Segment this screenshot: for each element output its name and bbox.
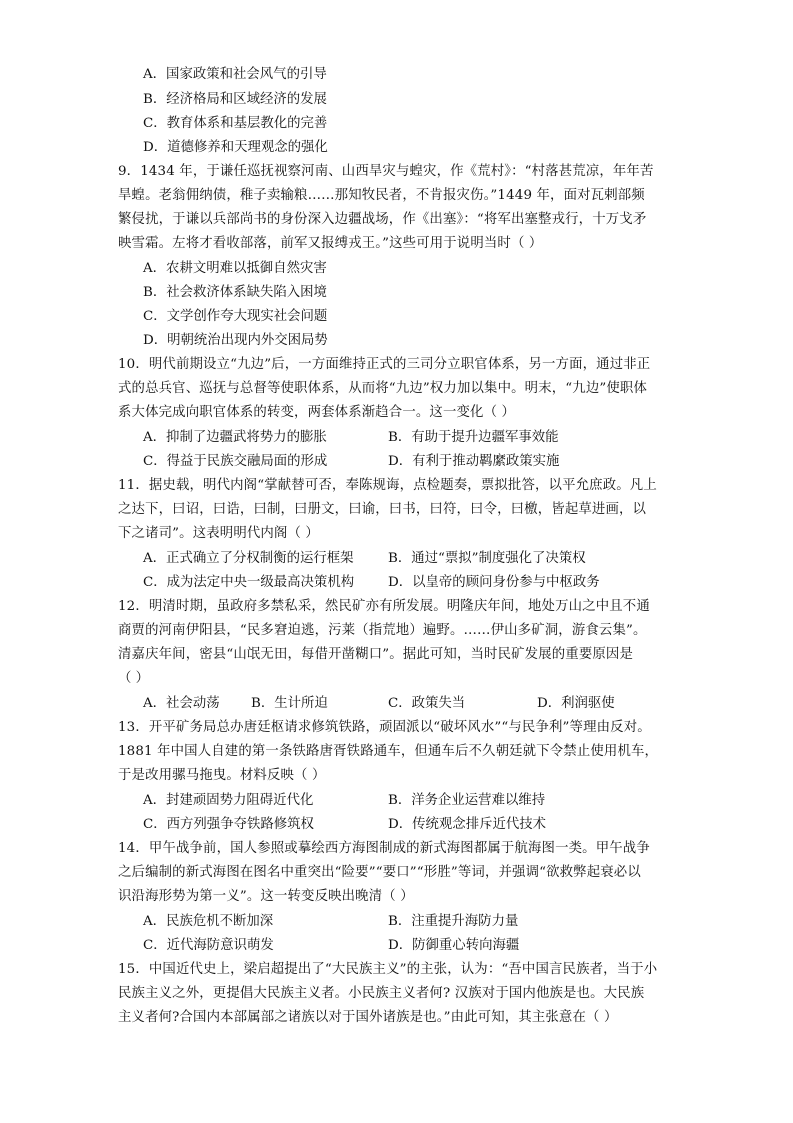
q14-option-d[interactable]: D．防御重心转向海疆 [388, 938, 520, 953]
q14-option-a[interactable]: A．民族危机不断加深 [143, 914, 274, 929]
q10-stem-line-1: 10．明代前期设立“九边”后，一方面维持正式的三司分立职官体系，另一方面，通过非正 [118, 357, 651, 372]
q10-stem-line-2: 式的总兵官、巡抚与总督等使职体系，从而将“九边”权力加以集中。明末，“九边”使职体 [118, 381, 647, 396]
q13-option-c[interactable]: C．西方列强争夺铁路修筑权 [143, 817, 314, 832]
q12-option-a[interactable]: A．社会动荡 [143, 696, 220, 711]
q14-stem-line-3: 识沿海形势为第一义”。这一转变反映出晚清（ ） [118, 889, 414, 904]
q12-stem-line-3: 清嘉庆年间，密县“山氓无田，每借开凿糊口”。据此可知，当时民矿发展的重要原因是 [118, 647, 633, 662]
q9-option-b[interactable]: B．社会救济体系缺失陷入困境 [143, 285, 327, 300]
q15-stem-line-3: 主义者何?合国内本部属部之诸族以对于国外诸族是也。”由此可知，其主张意在（ ） [118, 1010, 618, 1025]
q11-stem-line-1: 11．据史载，明代内阁“掌献替可否，奉陈规诲，点检题奏，票拟批答，以平允庶政。凡上 [118, 478, 657, 493]
q12-stem-line-1: 12．明清时期，虽政府多禁私采，然民矿亦有所发展。明隆庆年间，地处万山之中且不通 [118, 599, 650, 614]
q9-stem-line-2: 旱蝗。老翁佣纳债，稚子卖输粮……那知牧民者，不肯报灾伤。”1449 年，面对瓦剌部频 [118, 188, 645, 203]
q9-stem-line-4: 映雪霜。左将才看收部落，前军又报缚戎王。”这些可用于说明当时（ ） [118, 236, 543, 251]
q11-option-c[interactable]: C．成为法定中央一级最高决策机构 [143, 575, 355, 590]
q11-option-b[interactable]: B．通过“票拟”制度强化了决策权 [388, 551, 586, 566]
q8-option-c[interactable]: C．教育体系和基层教化的完善 [143, 116, 328, 131]
q11-stem-line-2: 之达下，曰诏，曰诰，曰制，曰册文，曰谕，曰书，曰符，曰令，曰檄，皆起草进画，以 [118, 502, 647, 517]
q11-option-d[interactable]: D．以皇帝的顾问身份参与中枢政务 [388, 575, 600, 590]
q14-option-b[interactable]: B．注重提升海防力量 [388, 914, 519, 929]
q12-option-c[interactable]: C．政策失当 [388, 696, 466, 711]
q13-option-a[interactable]: A．封建顽固势力阻碍近代化 [143, 793, 314, 808]
q13-stem-line-3: 于是改用骡马拖曳。材料反映（ ） [118, 768, 326, 783]
q15-stem-line-1: 15．中国近代史上，梁启超提出了“大民族主义”的主张，认为：“吾中国言民族者，当于小 [118, 962, 658, 977]
q13-option-b[interactable]: B．洋务企业运营难以维持 [388, 793, 546, 808]
q11-stem-line-3: 下之诸司”。这表明明代内阁（ ） [118, 526, 319, 541]
q14-option-c[interactable]: C．近代海防意识萌发 [143, 938, 274, 953]
q10-stem-line-3: 系大体完成向职官体系的转变，两套体系渐趋合一。这一变化（ ） [118, 405, 516, 420]
q13-stem-line-2: 1881 年中国人自建的第一条铁路唐胥铁路通车，但通车后不久朝廷就下令禁止使用机车， [118, 744, 659, 759]
q9-stem-line-1: 9．1434 年，于谦任巡抚视察河南、山西旱灾与蝗灾，作《荒村》：“村落甚荒凉，年年苦 [118, 164, 654, 179]
q8-option-b[interactable]: B．经济格局和区域经济的发展 [143, 92, 327, 107]
q14-stem-line-2: 之后编制的新式海图在图名中重突出“险要”“要口”“形胜”等词，并强调“欲救弊起衰必以 [118, 865, 641, 880]
q9-option-a[interactable]: A．农耕文明难以抵御自然灾害 [143, 261, 327, 276]
q8-option-a[interactable]: A．国家政策和社会风气的引导 [143, 67, 327, 82]
q13-option-d[interactable]: D．传统观念排斥近代技术 [388, 817, 547, 832]
q12-option-d[interactable]: D．利润驱使 [537, 696, 615, 711]
q12-stem-line-2: 商贾的河南伊阳县，“民多窘迫逃，污莱（指荒地）遍野。……伊山多矿洞，游食云集”。 [118, 623, 647, 638]
q10-option-b[interactable]: B．有助于提升边疆军事效能 [388, 430, 559, 445]
q9-option-d[interactable]: D．明朝统治出现内外交困局势 [143, 333, 328, 348]
q9-stem-line-3: 繁侵扰，于谦以兵部尚书的身份深入边疆战场，作《出塞》：“将军出塞整戎行，十万戈矛 [118, 212, 647, 227]
q13-stem-line-1: 13．开平矿务局总办唐廷枢请求修筑铁路，顽固派以“破坏风水”“与民争利”等理由反对。 [118, 720, 651, 735]
q10-option-d[interactable]: D．有利于推动羁縻政策实施 [388, 454, 560, 469]
q10-option-a[interactable]: A．抑制了边疆武将势力的膨胀 [143, 430, 327, 445]
q8-option-d[interactable]: D．道德修养和天理观念的强化 [143, 140, 328, 155]
q9-option-c[interactable]: C．文学创作夸大现实社会问题 [143, 309, 328, 324]
q14-stem-line-1: 14．甲午战争前，国人参照或摹绘西方海图制成的新式海图都属于航海图一类。甲午战争 [118, 841, 650, 856]
q10-option-c[interactable]: C．得益于民族交融局面的形成 [143, 454, 328, 469]
q11-option-a[interactable]: A．正式确立了分权制衡的运行框架 [143, 551, 354, 566]
q12-option-b[interactable]: B．生计所迫 [251, 696, 328, 711]
q12-stem-line-4: （ ） [118, 671, 150, 686]
q15-stem-line-2: 民族主义之外，更提倡大民族主义者。小民族主义者何? 汉族对于国内他族是也。大民族 [118, 986, 645, 1001]
